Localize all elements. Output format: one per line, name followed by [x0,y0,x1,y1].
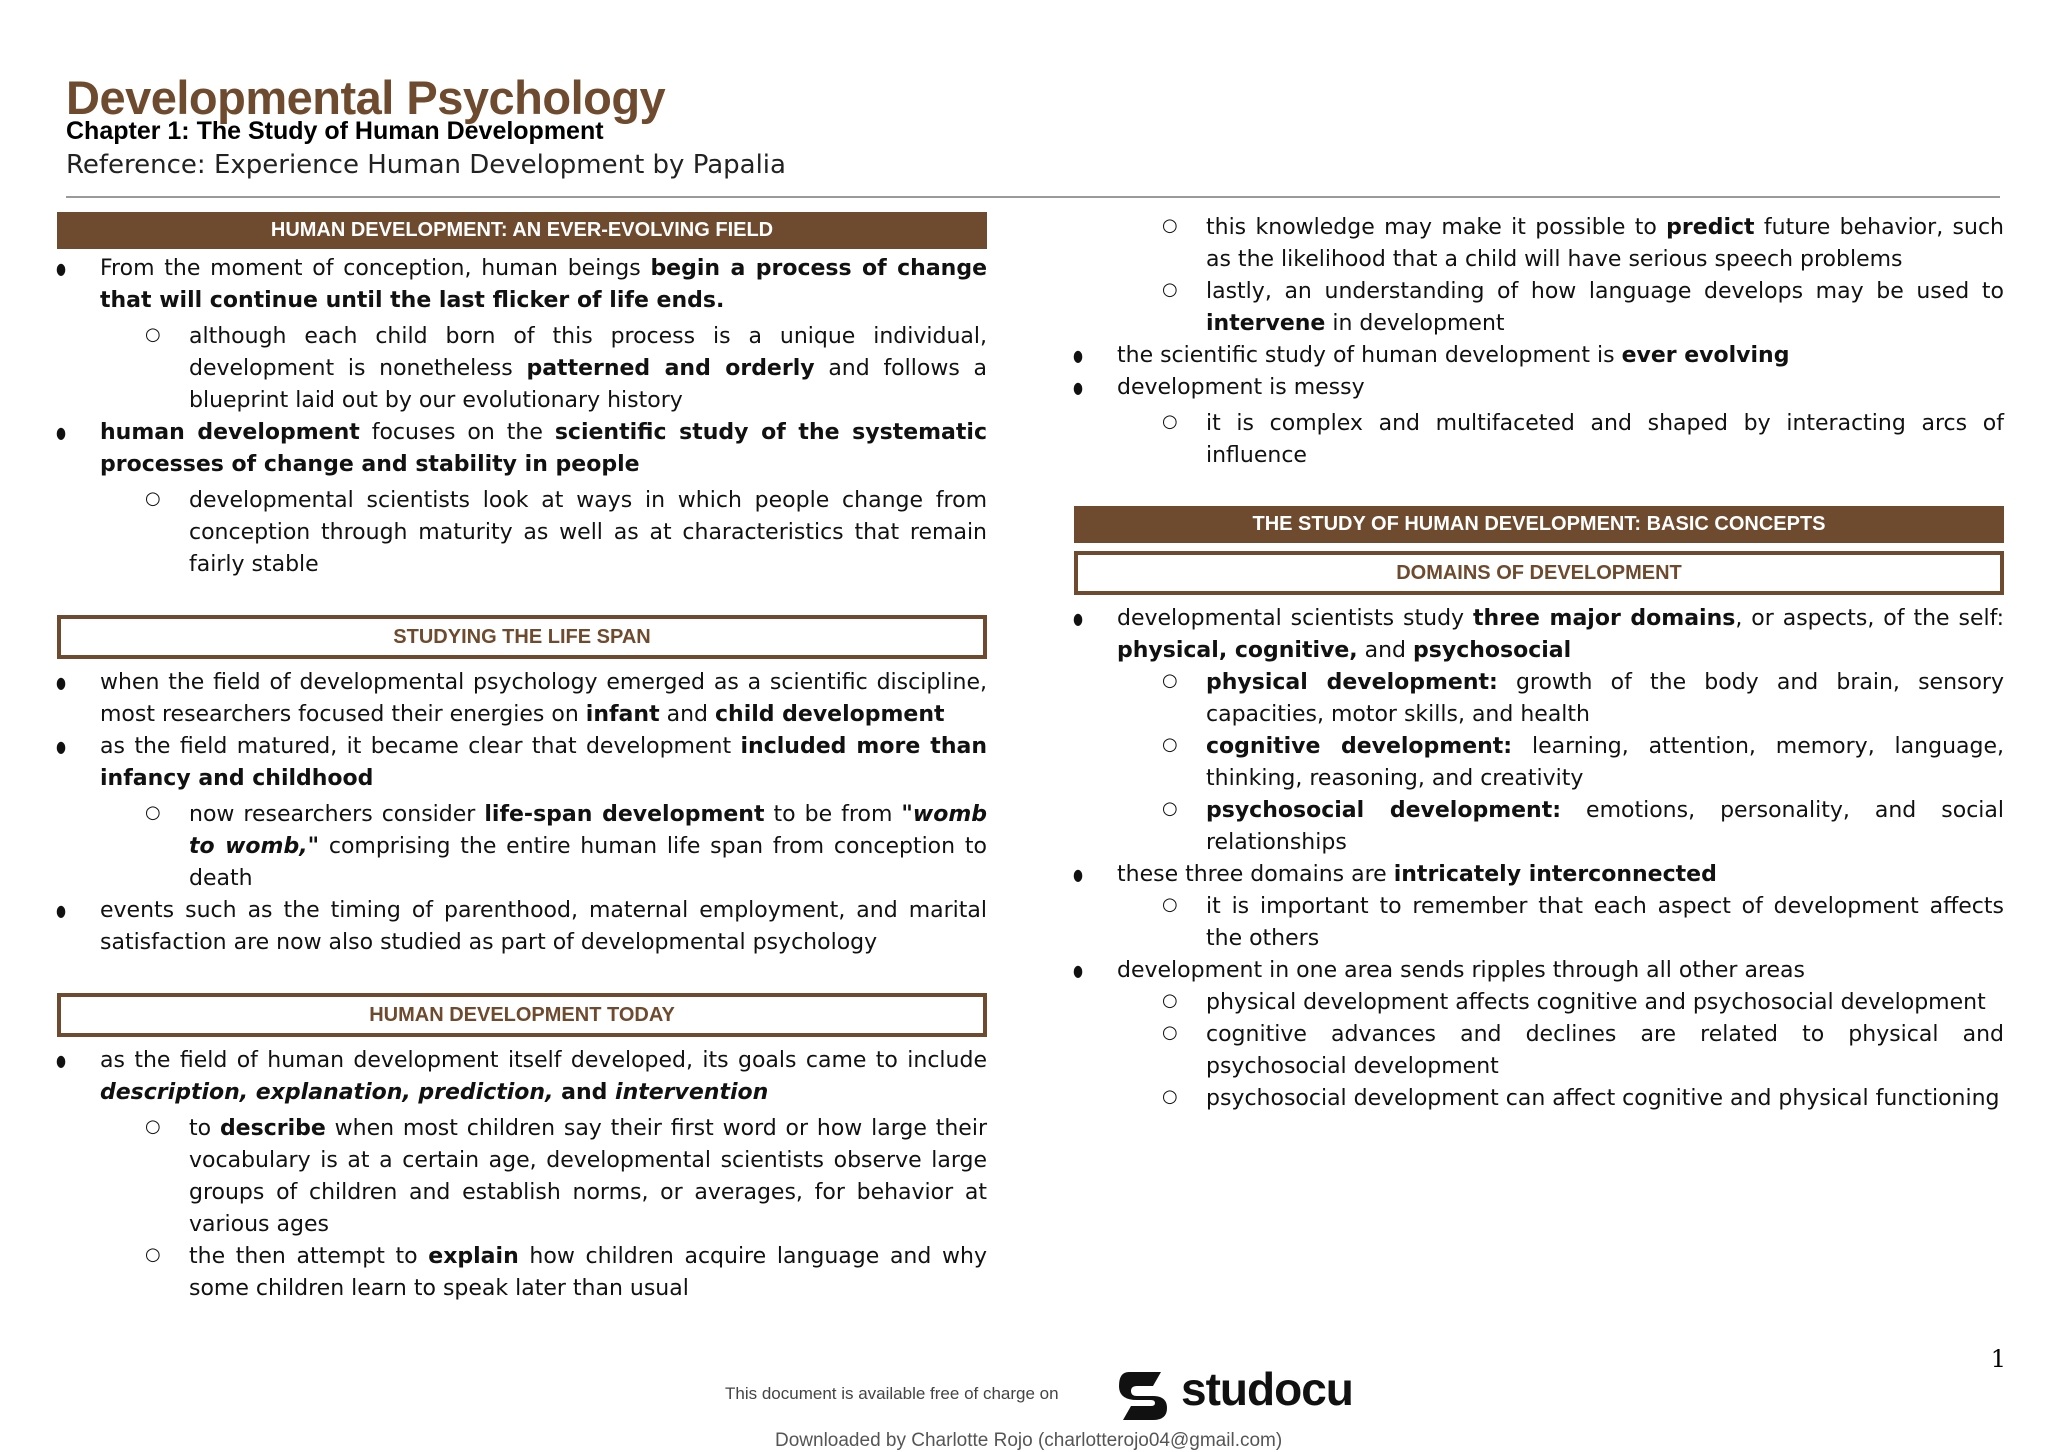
list-item: ○ cognitive development: learning, attention, memory, language, thinking, reasoning, and creativity [1074,731,2004,795]
continued-list [1074,212,2004,472]
list-item: ○ psychosocial development can affect cognitive and physical functioning [1074,1083,2004,1115]
list-item: ● events such as the timing of parenthood, maternal employment, and marital satisfaction are now also studied as part of developmental psychology [57,895,987,959]
page-number: 1 [1990,1345,2006,1373]
list-item: ○ developmental scientists look at ways in which people change from conception through maturity as well as at characteristics that remain fairly stable [57,485,987,581]
studocu-s-icon [1115,1366,1173,1424]
list-item: ○ the then attempt to explain how children acquire language and why some children learn to speak later than usual [57,1241,987,1305]
list-item: ○ although each child born of this process is a unique individual, development is nonetheless patterned and orderly and follows a blueprint laid out by our evolutionary history [57,321,987,417]
header-divider [66,196,2000,198]
section-heading-ever-evolving: HUMAN DEVELOPMENT: AN EVER-EVOLVING FIELD [57,212,987,249]
downloaded-by: Downloaded by Charlotte Rojo (charlotterojo04@gmail.com) [775,1430,1283,1451]
life-span-list [57,667,987,959]
list-item: ○ lastly, an understanding of how language develops may be used to intervene in development [1074,276,2004,340]
list-item: ● development in one area sends ripples through all other areas [1074,955,2004,987]
list-item: ○ this knowledge may make it possible to predict future behavior, such as the likelihood that a child will have serious speech problems [1074,212,2004,276]
list-item: ● when the field of developmental psychology emerged as a scientific discipline, most researchers focused their energies on infant and child development [57,667,987,731]
list-item: ● these three domains are intricately interconnected [1074,859,2004,891]
left-column [57,212,987,1305]
document-title: Developmental Psychology [66,71,666,124]
right-column [1074,212,2004,1115]
ever-evolving-list [57,253,987,581]
subsection-heading-domains: DOMAINS OF DEVELOPMENT [1074,551,2004,595]
section-heading-basic-concepts: THE STUDY OF HUMAN DEVELOPMENT: BASIC CONCEPTS [1074,506,2004,543]
list-item: ○ cognitive advances and declines are related to physical and psychosocial development [1074,1019,2004,1083]
list-item: ○ now researchers consider life-span development to be from "womb to womb," comprising the entire human life span from conception to death [57,799,987,895]
list-item: ○ physical development: growth of the body and brain, sensory capacities, motor skills, and health [1074,667,2004,731]
reference-line: Reference: Experience Human Development by Papalia [66,150,786,180]
list-item: ● the scientific study of human development is ever evolving [1074,340,2004,372]
list-item: ○ it is important to remember that each aspect of development affects the others [1074,891,2004,955]
list-item: ● as the field matured, it became clear that development included more than infancy and childhood [57,731,987,795]
list-item: ○ it is complex and multifaceted and shaped by interacting arcs of influence [1074,408,2004,472]
list-item: ○ physical development affects cognitive and psychosocial development [1074,987,2004,1019]
list-item: ● developmental scientists study three major domains, or aspects, of the self: physical, cognitive, and psychosocial [1074,603,2004,667]
domains-list [1074,603,2004,1115]
list-item: ○ to describe when most children say their first word or how large their vocabulary is at a certain age, developmental scientists observe large groups of children and establish norms, or averages, for behavior at various ages [57,1113,987,1241]
list-item: ● development is messy [1074,372,2004,404]
studocu-wordmark: studocu [1181,1363,1353,1415]
list-item: ● From the moment of conception, human beings begin a process of change that will continue until the last flicker of life ends. [57,253,987,317]
availability-note: This document is available free of charge on [725,1384,1059,1403]
list-item: ○ psychosocial development: emotions, personality, and social relationships [1074,795,2004,859]
section-heading-life-span: STUDYING THE LIFE SPAN [57,615,987,659]
today-list [57,1045,987,1305]
list-item: ● as the field of human development itself developed, its goals came to include description, explanation, prediction, and intervention [57,1045,987,1109]
list-item: ● human development focuses on the scientific study of the systematic processes of change and stability in people [57,417,987,481]
section-heading-today: HUMAN DEVELOPMENT TODAY [57,993,987,1037]
chapter-subtitle: Chapter 1: The Study of Human Development [66,117,604,145]
